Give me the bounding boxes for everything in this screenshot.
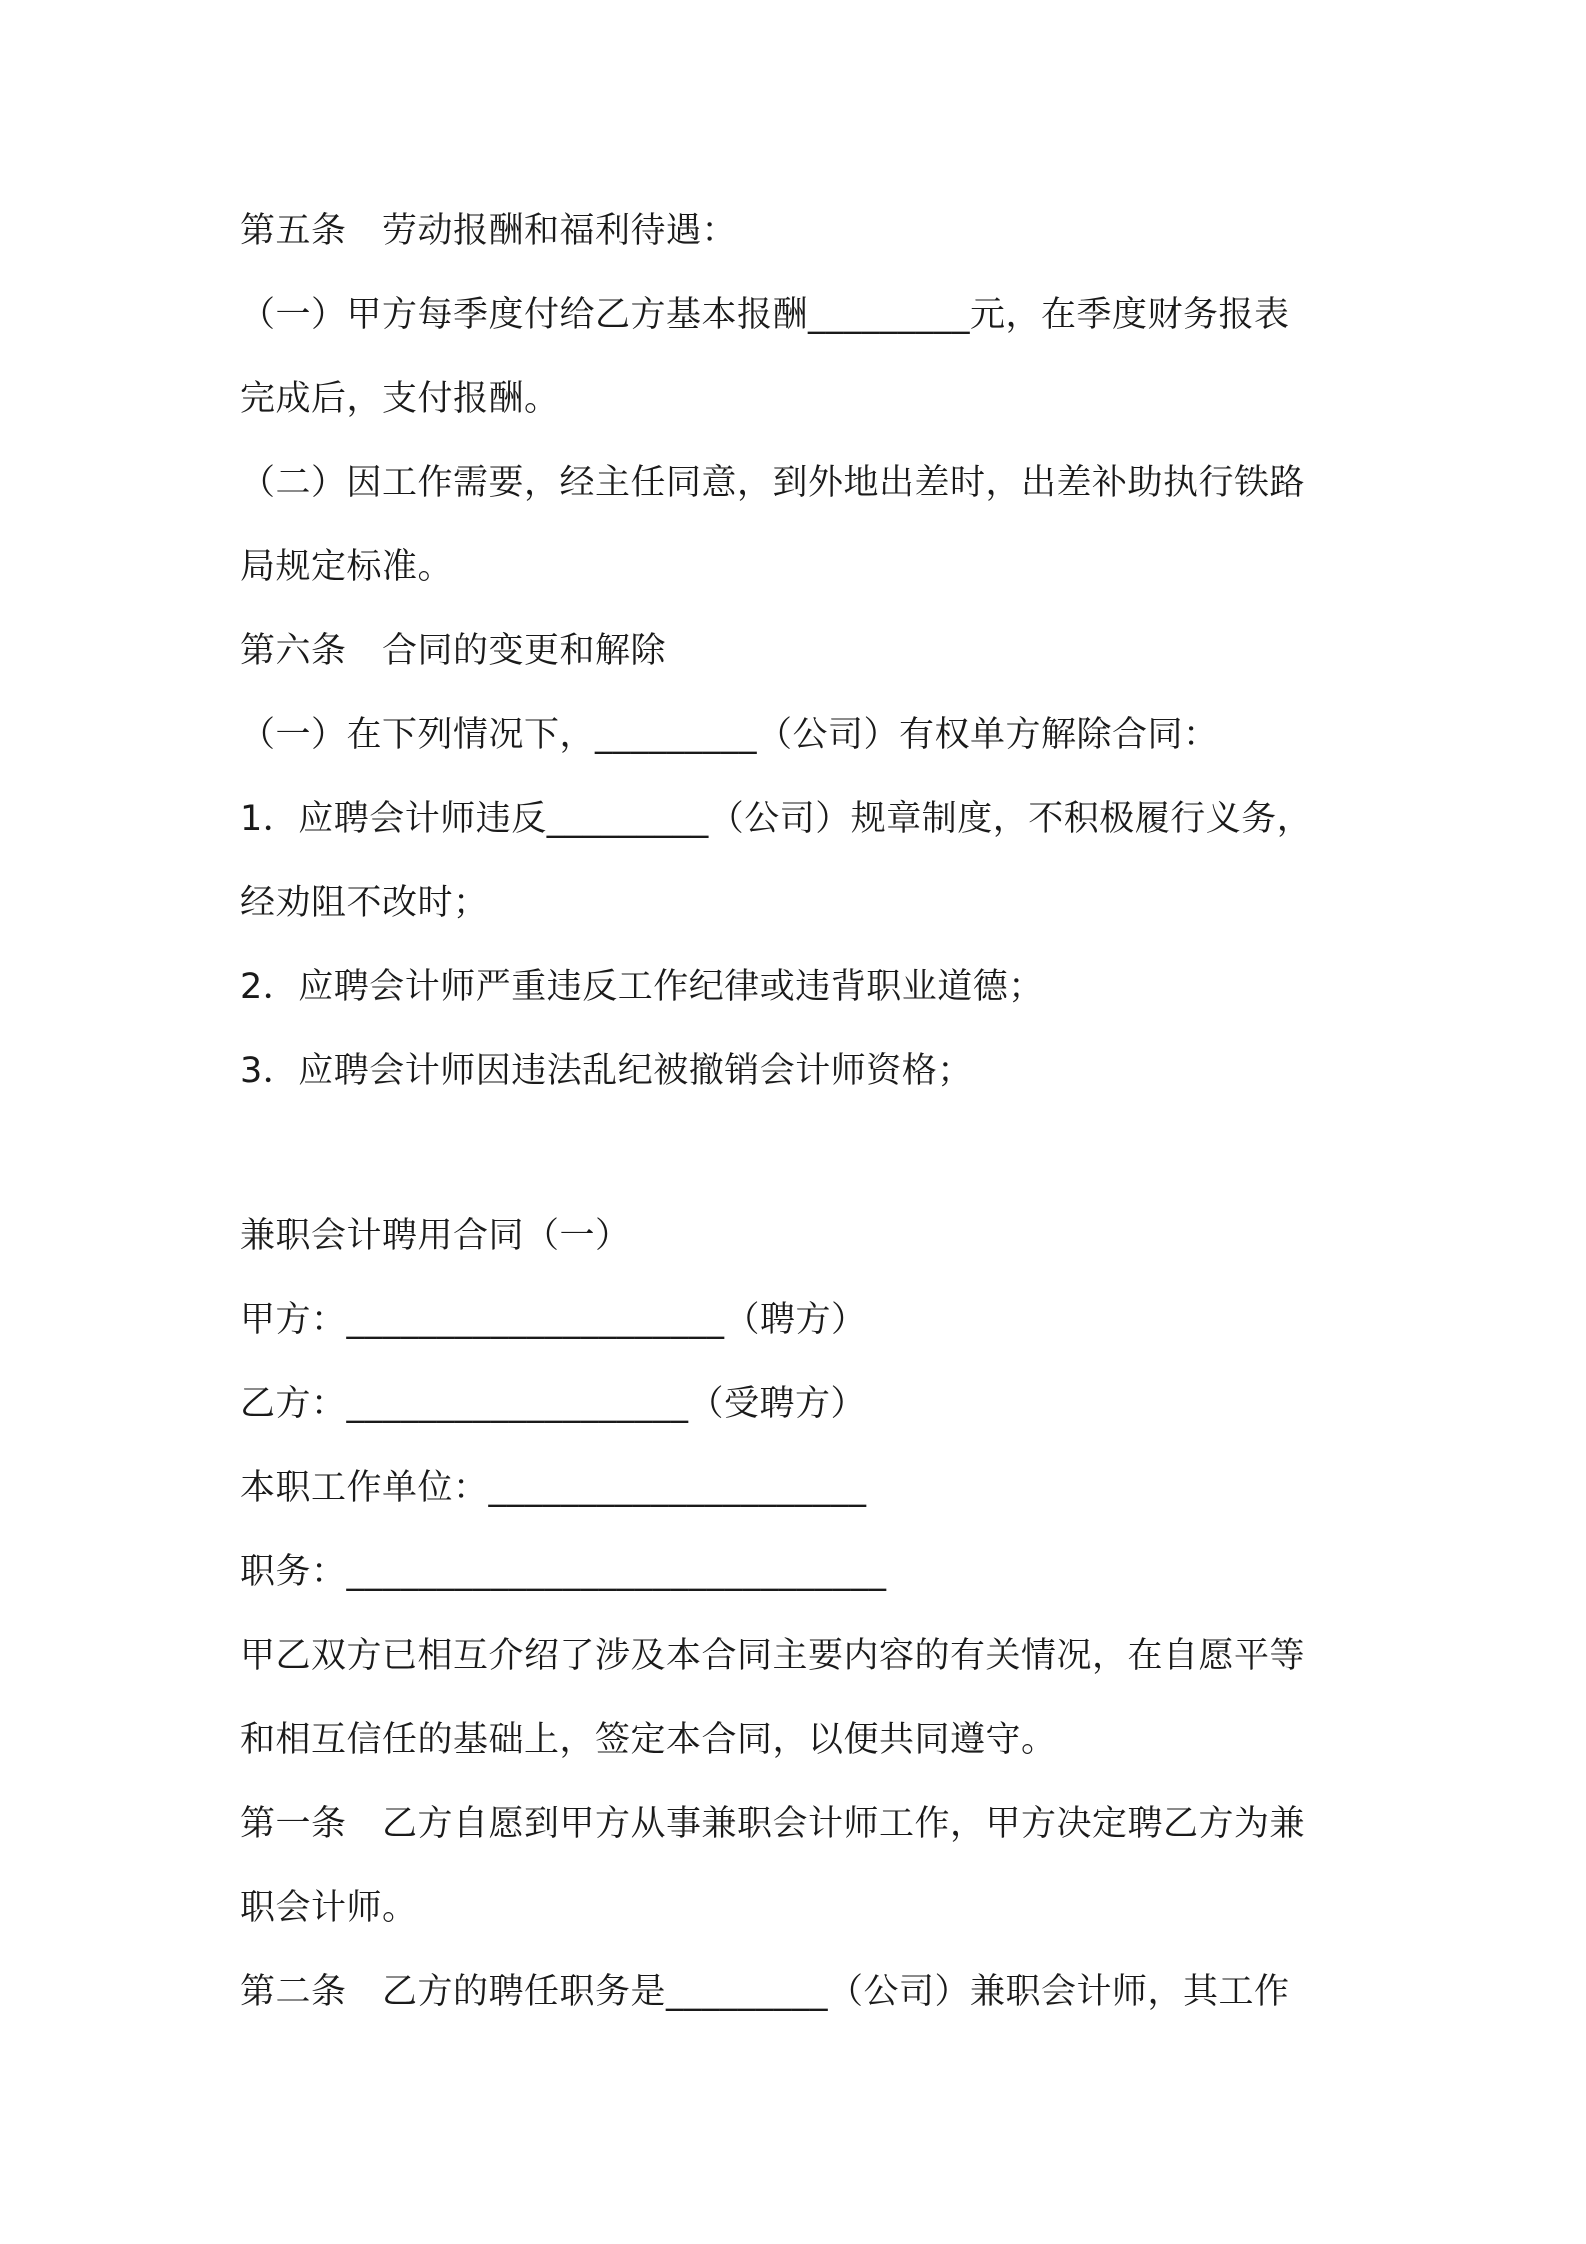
preamble-line-1: 甲乙双方已相互介绍了涉及本合同主要内容的有关情况，在自愿平等 xyxy=(240,1636,1306,1676)
article-6-item-3: 3．应聘会计师因违法乱纪被撤销会计师资格； xyxy=(240,1051,973,1091)
article-6-item-1-line-2: 经劝阻不改时； xyxy=(240,883,489,923)
article-5-heading: 第五条 劳动报酬和福利待遇： xyxy=(240,211,738,251)
article-5-clause-1-line-1: （一）甲方每季度付给乙方基本报酬_________元，在季度财务报表 xyxy=(240,295,1290,335)
party-a-line: 甲方：_____________________（聘方） xyxy=(240,1300,867,1340)
employer-unit-line: 本职工作单位：_____________________ xyxy=(240,1468,867,1508)
article-1-line-1: 第一条 乙方自愿到甲方从事兼职会计师工作，甲方决定聘乙方为兼 xyxy=(240,1804,1306,1844)
article-6-clause-1: （一）在下列情况下，_________（公司）有权单方解除合同： xyxy=(240,715,1219,755)
article-1-line-2: 职会计师。 xyxy=(240,1888,418,1928)
party-b-line: 乙方：___________________（受聘方） xyxy=(240,1384,867,1424)
preamble-line-2: 和相互信任的基础上，签定本合同，以便共同遵守。 xyxy=(240,1720,1057,1760)
article-5-clause-2-line-2: 局规定标准。 xyxy=(240,547,454,587)
article-6-item-1-line-1: 1．应聘会计师违反_________（公司）规章制度，不积极履行义务， xyxy=(240,799,1313,839)
article-6-heading: 第六条 合同的变更和解除 xyxy=(240,631,667,671)
position-line: 职务：______________________________ xyxy=(240,1552,887,1592)
contract-title: 兼职会计聘用合同（一） xyxy=(240,1216,631,1256)
article-2-line-1: 第二条 乙方的聘任职务是_________（公司）兼职会计师，其工作 xyxy=(240,1972,1290,2012)
article-5-clause-1-line-2: 完成后，支付报酬。 xyxy=(240,379,560,419)
article-6-item-2: 2．应聘会计师严重违反工作纪律或违背职业道德； xyxy=(240,967,1044,1007)
article-5-clause-2-line-1: （二）因工作需要，经主任同意，到外地出差时，出差补助执行铁路 xyxy=(240,463,1306,503)
